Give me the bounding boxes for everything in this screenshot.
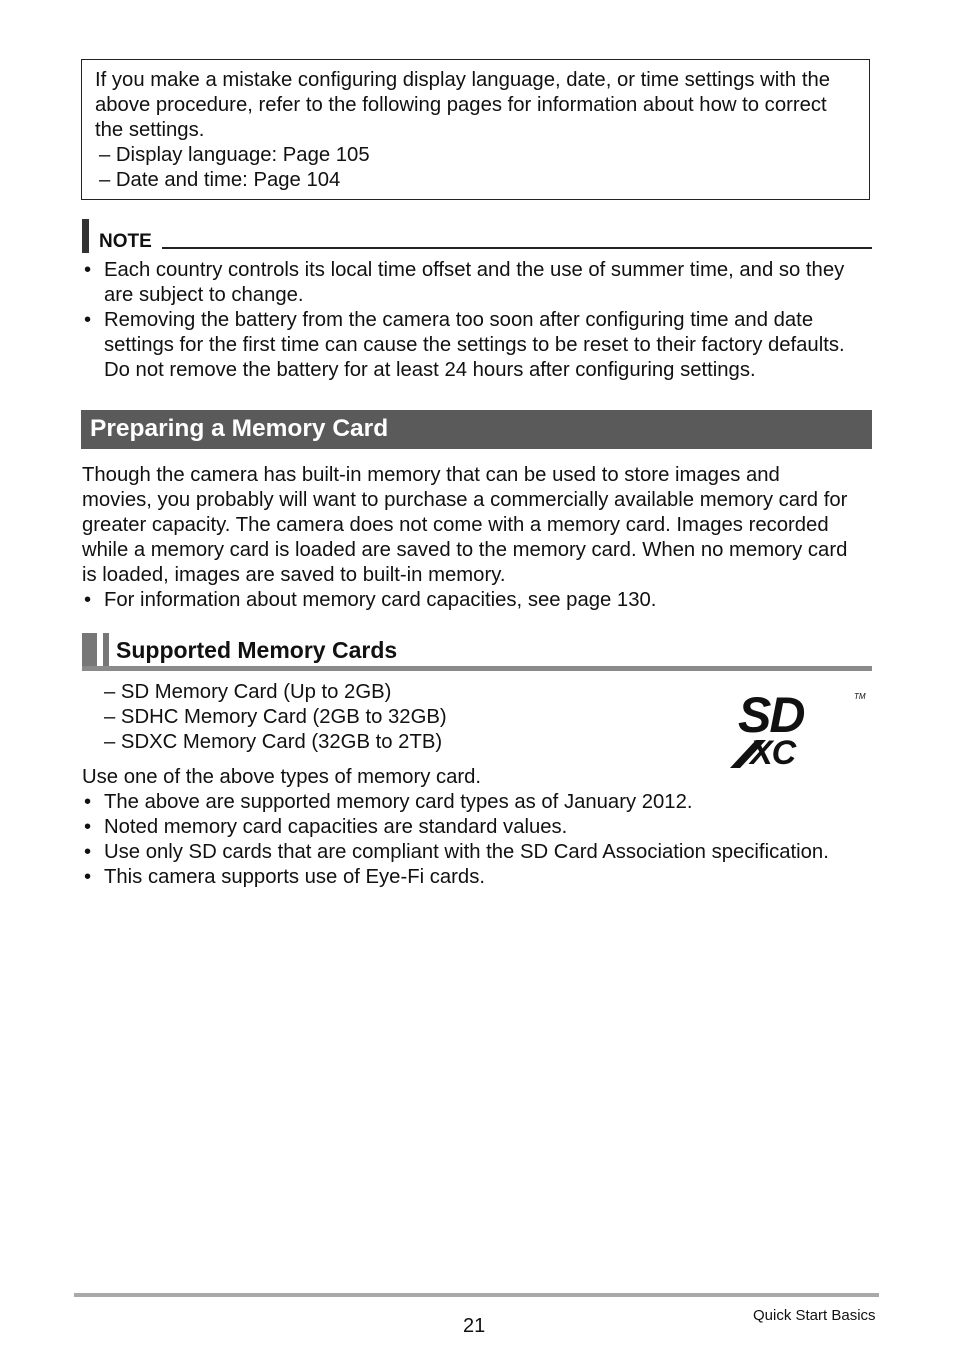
bullet-icon: • [84,791,92,813]
section-header [81,410,872,449]
bullet-icon: • [84,589,92,611]
footer-section-name: Quick Start Basics [753,1307,876,1324]
info-line-2: above procedure, refer to the following pages for information about how to correct [95,94,827,116]
info-line-3: the settings. [95,119,205,141]
bullet-icon: • [84,841,92,863]
card-type-sdhc: – SDHC Memory Card (2GB to 32GB) [104,706,447,728]
note-bullet-2-line-1: Removing the battery from the camera too soon after configuring time and date [104,309,814,331]
paragraph-line-2: movies, you probably will want to purchase a commercially available memory card for [82,489,848,511]
note-label: NOTE [99,231,152,252]
subsection-marker-thin [103,633,109,669]
bullet-icon: • [84,259,92,281]
note-bullet-2-line-2: settings for the first time can cause the settings to be reset to their factory defaults. [104,334,845,356]
bullet-icon: • [84,866,92,888]
note-bullet-2-line-3: Do not remove the battery for at least 24 hours after configuring settings. [104,359,756,381]
support-bullet-2: Noted memory card capacities are standard values. [104,816,568,838]
usage-note: Use one of the above types of memory card. [82,766,482,788]
note-bullet-1-line-1: Each country controls its local time offset and the use of summer time, and so they [104,259,845,281]
paragraph-line-3: greater capacity. The camera does not come with a memory card. Images recorded [82,514,829,536]
sdxc-logo [726,688,872,772]
bullet-icon: • [84,816,92,838]
logo-xc-text: XC [750,734,796,772]
paragraph-line-4: while a memory card is loaded are saved to the memory card. When no memory card [82,539,848,561]
paragraph-line-1: Though the camera has built-in memory that can be used to store images and [82,464,780,486]
support-bullet-3: Use only SD cards that are compliant with the SD Card Association specification. [104,841,829,863]
info-box [81,59,870,200]
capacity-reference: For information about memory card capacities, see page 130. [104,589,657,611]
subsection-title: Supported Memory Cards [116,637,398,663]
card-type-sdxc: – SDXC Memory Card (32GB to 2TB) [104,731,443,753]
logo-sd-text: SD [738,688,804,743]
support-bullet-1: The above are supported memory card types as of January 2012. [104,791,693,813]
card-type-sd: – SD Memory Card (Up to 2GB) [104,681,392,703]
section-title: Preparing a Memory Card [90,415,389,442]
note-marker [82,219,89,253]
info-link-date-time: – Date and time: Page 104 [99,169,341,191]
footer-rule [74,1293,879,1297]
paragraph-line-5: is loaded, images are saved to built-in memory. [82,564,506,586]
bullet-icon: • [84,309,92,331]
subsection-rule [82,666,872,671]
info-line-1: If you make a mistake configuring display language, date, or time settings with the [95,69,831,91]
page-number: 21 [463,1315,486,1337]
logo-tm-text: TM [854,692,866,701]
subsection-marker [82,633,97,669]
note-rule [162,247,872,249]
note-bullet-1-line-2: are subject to change. [104,284,304,306]
support-bullet-4: This camera supports use of Eye-Fi cards. [104,866,485,888]
info-link-display-language: – Display language: Page 105 [99,144,370,166]
